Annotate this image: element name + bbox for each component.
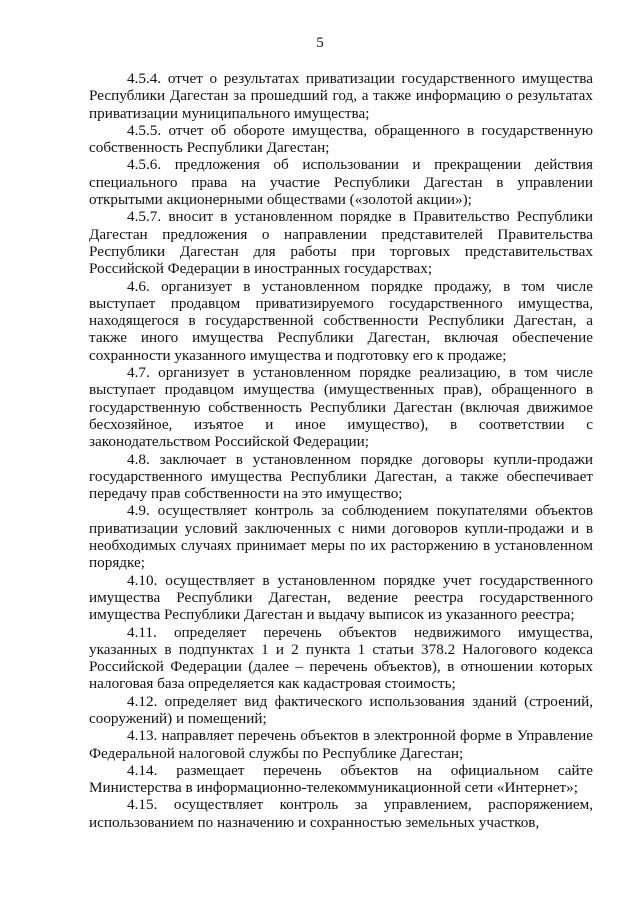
document-body [89, 70, 593, 831]
paragraph-4-10: 4.10. осуществляет в установленном порядке учет государственного имущества Республики Дагестан, ведение реестра государственного имущества Республики Дагестан и выдачу выписок из указанного реестра; [89, 571, 593, 624]
paragraph-4-5-7: 4.5.7. вносит в установленном порядке в Правительство Республики Дагестан предложения о направлении представителей Правительства Республики Дагестан для работы при торговых представительствах Российской Федерации в иностранных государствах; [89, 208, 593, 278]
paragraph-4-5-4: 4.5.4. отчет о результатах приватизации государственного имущества Республики Дагестан за прошедший год, а также информацию о результатах приватизации муниципального имущества; [89, 70, 593, 122]
paragraph-4-8: 4.8. заключает в установленном порядке договоры купли-продажи государственного имущества Республики Дагестан, а также обеспечивает передачу прав собственности на это имущество; [89, 450, 593, 503]
paragraph-4-11: 4.11. определяет перечень объектов недвижимого имущества, указанных в подпунктах 1 и 2 пункта 1 статьи 378.2 Налогового кодекса Российской Федерации (далее – перечень объектов), в отношении которых налоговая база определяется как кадастровая стоимость; [89, 623, 593, 693]
paragraph-4-12: 4.12. определяет вид фактического использования зданий (строений, сооружений) и помещений; [89, 692, 593, 727]
page-number: 5 [316, 35, 324, 51]
paragraph-4-15: 4.15. осуществляет контроль за управлением, распоряжением, использованием по назначению и сохранностью земельных участков, [89, 796, 593, 831]
paragraph-4-6: 4.6. организует в установленном порядке продажу, в том числе выступает продавцом приватизируемого государственного имущества, находящегося в государственной собственности Республики Дагестан, а также иного имущества Республики Дагестан, включая обеспечение сохранности указанного имущества и подготовку его к продаже; [89, 277, 593, 364]
paragraph-4-5-5: 4.5.5. отчет об обороте имущества, обращенного в государственную собственность Республики Дагестан; [89, 121, 593, 157]
paragraph-4-9: 4.9. осуществляет контроль за соблюдением покупателями объектов приватизации условий заключенных с ними договоров купли-продажи и в необходимых случаях принимает меры по их расторжению в установленном порядке; [89, 502, 593, 572]
paragraph-4-13: 4.13. направляет перечень объектов в электронной форме в Управление Федеральной налоговой службы по Республике Дагестан; [89, 727, 593, 762]
paragraph-4-5-6: 4.5.6. предложения об использовании и прекращении действия специального права на участие Республики Дагестан в управлении открытыми акционерными обществами («золотой акции»); [89, 156, 593, 209]
paragraph-4-14: 4.14. размещает перечень объектов на официальном сайте Министерства в информационно-телекоммуникационной сети «Интернет»; [89, 761, 593, 797]
paragraph-4-7: 4.7. организует в установленном порядке реализацию, в том числе выступает продавцом имущества (имущественных прав), обращенного в государственную собственность Республики Дагестан (включая движимое бесхозяйное, изъятое и иное имущество), в соответствии с законодательством Российской Федерации; [89, 364, 593, 451]
